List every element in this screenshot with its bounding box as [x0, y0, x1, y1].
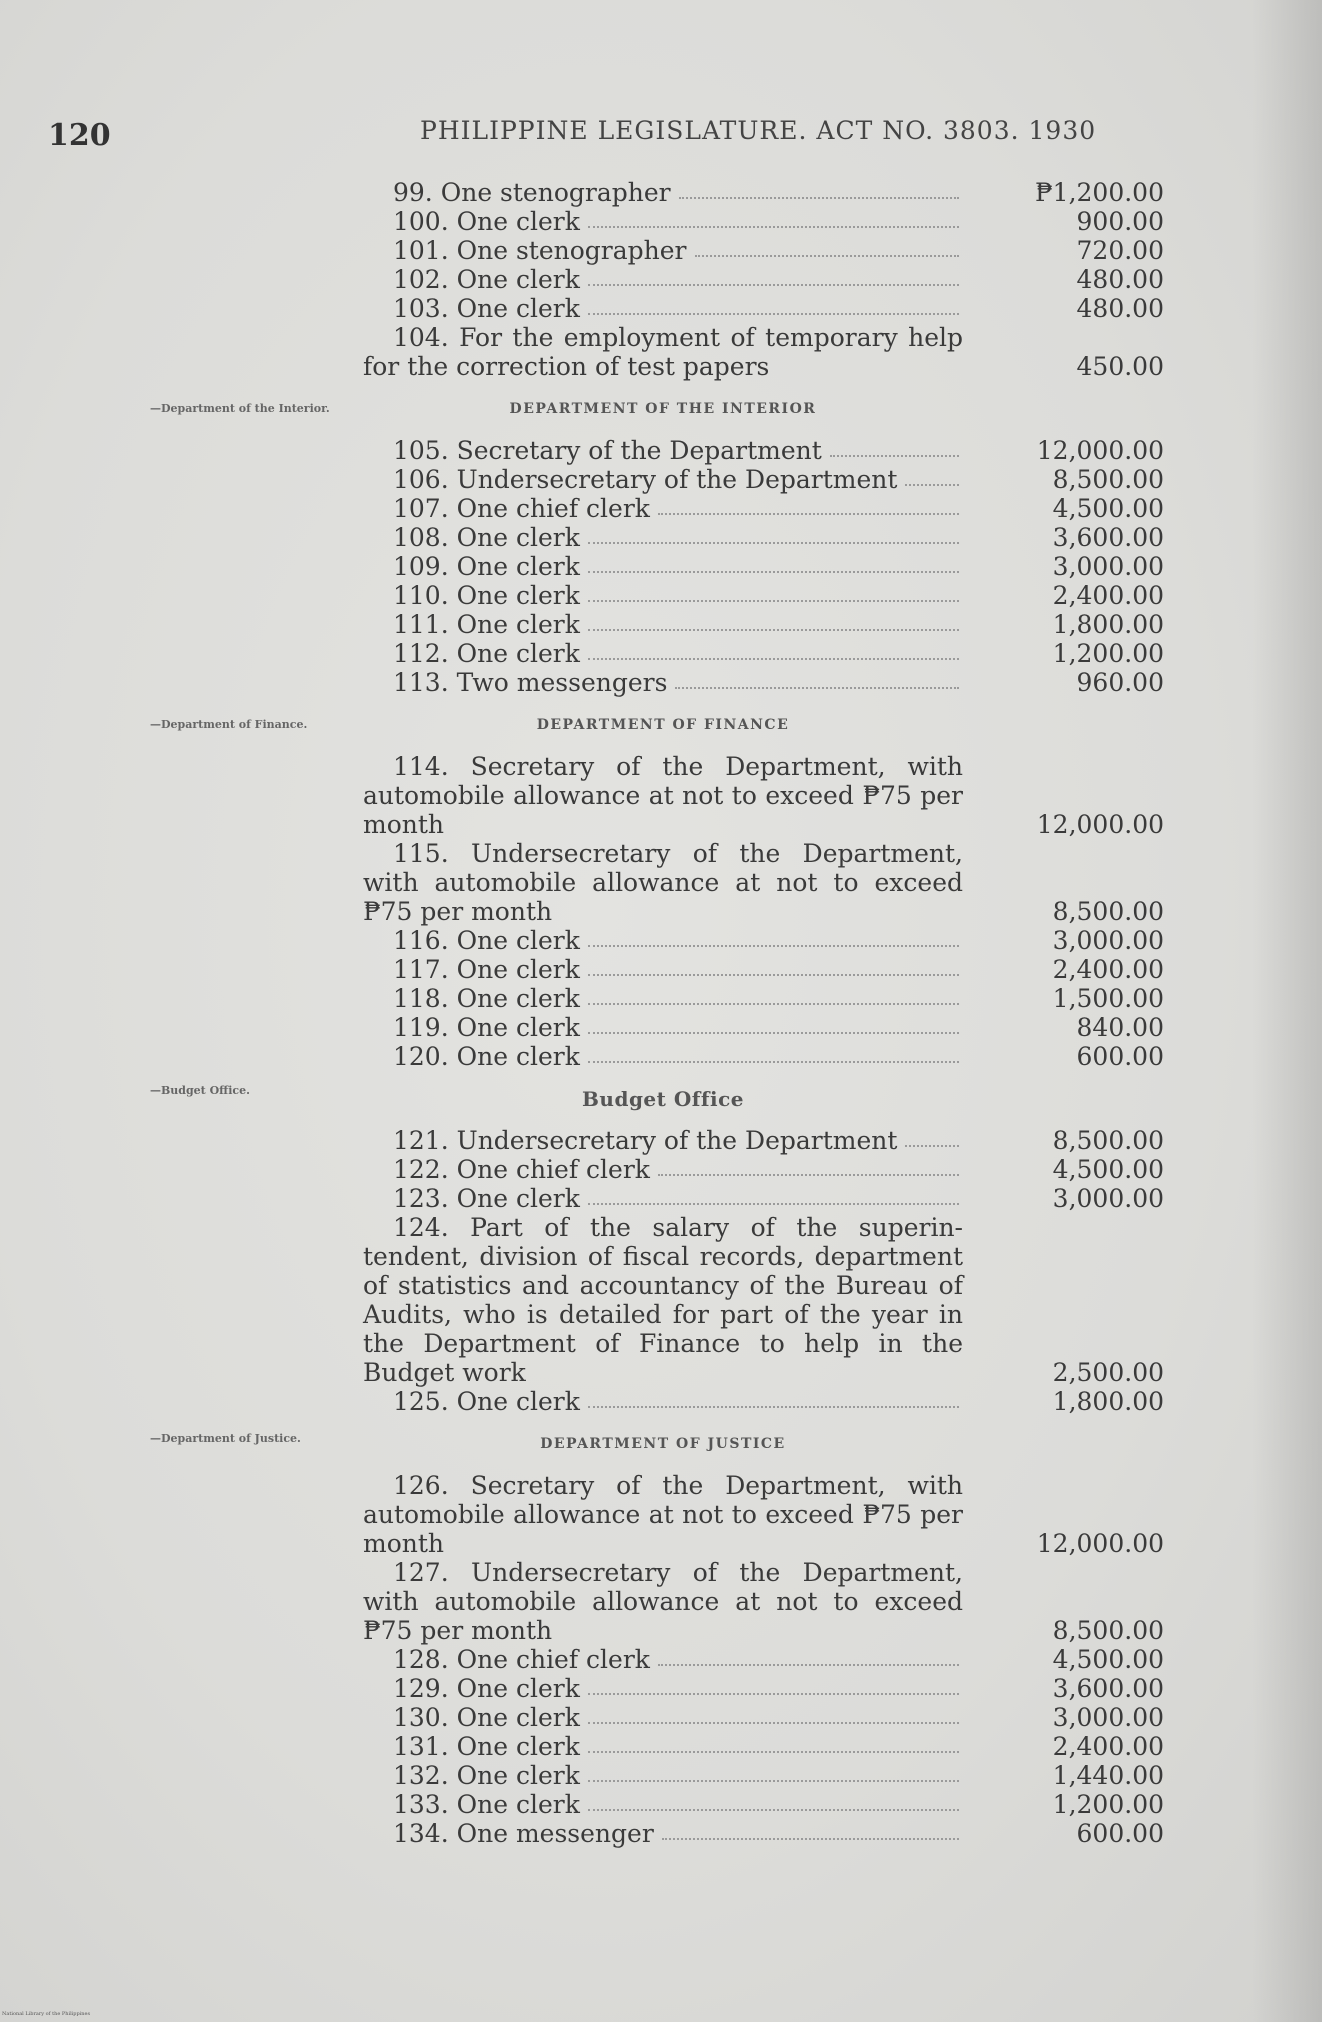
item-number: 133.	[393, 1790, 449, 1819]
item-number: 124.	[393, 1213, 449, 1242]
list-item-paragraph	[363, 1558, 1168, 1645]
item-text-first: Secretary of the Department, with	[470, 752, 963, 781]
item-text: One clerk	[456, 1674, 580, 1703]
item-number: 116.	[393, 926, 449, 955]
dot-leader	[658, 1174, 959, 1176]
page-edge-shadow	[1252, 0, 1322, 2022]
item-text: One clerk	[456, 581, 580, 610]
page-number: 120	[48, 118, 111, 153]
section-interior	[363, 395, 1168, 697]
list-item	[363, 1645, 1168, 1674]
item-text: One stenographer	[440, 178, 671, 207]
item-number: 109.	[393, 552, 449, 581]
list-item	[363, 610, 1168, 639]
list-item	[363, 523, 1168, 552]
dot-leader	[830, 455, 959, 457]
margin-note-interior: —Department of the Interior.	[150, 402, 330, 415]
item-text: One chief clerk	[456, 1155, 650, 1184]
item-amount: 840.00	[1076, 1013, 1164, 1042]
item-text: One clerk	[456, 610, 580, 639]
item-text: One clerk	[456, 1703, 580, 1732]
item-text: One clerk	[456, 639, 580, 668]
item-amount: 2,400.00	[1052, 581, 1164, 610]
item-amount: 600.00	[1076, 1819, 1164, 1848]
dot-leader	[588, 313, 959, 315]
dot-leader	[695, 255, 960, 257]
list-item	[363, 668, 1168, 697]
item-number: 125.	[393, 1387, 449, 1416]
dot-leader	[588, 1061, 959, 1063]
item-number: 112.	[393, 639, 449, 668]
dot-leader	[588, 1809, 959, 1811]
list-item	[363, 436, 1168, 465]
item-amount: 480.00	[1076, 294, 1164, 323]
list-item-paragraph	[363, 1471, 1168, 1558]
section-justice	[363, 1430, 1168, 1848]
item-number: 106.	[393, 465, 449, 494]
item-number: 126.	[393, 1471, 449, 1500]
item-number: 104.	[393, 323, 449, 352]
item-number: 120.	[393, 1042, 449, 1071]
item-amount: 12,000.00	[1036, 810, 1164, 839]
item-text: One clerk	[456, 552, 580, 581]
item-number: 113.	[393, 668, 449, 697]
item-text: One clerk	[456, 523, 580, 552]
section-heading: DEPARTMENT OF THE INTERIOR	[509, 401, 817, 417]
item-amount: 1,200.00	[1052, 639, 1164, 668]
item-number: 122.	[393, 1155, 449, 1184]
list-item	[363, 294, 1168, 323]
list-item-paragraph	[363, 323, 1168, 381]
item-text: One messenger	[456, 1819, 654, 1848]
item-number: 100.	[393, 207, 449, 236]
list-item	[363, 926, 1168, 955]
item-text-rest: automobile allowance at not to exceed ₱75 per month	[363, 1500, 963, 1558]
list-item-paragraph	[363, 752, 1168, 839]
item-amount: ₱1,200.00	[1035, 178, 1164, 207]
item-number: 118.	[393, 984, 449, 1013]
section-heading: DEPARTMENT OF FINANCE	[536, 717, 790, 733]
list-item	[363, 465, 1168, 494]
list-item	[363, 639, 1168, 668]
item-amount: 2,500.00	[1052, 1358, 1164, 1387]
list-item	[363, 494, 1168, 523]
list-item	[363, 1732, 1168, 1761]
item-amount: 960.00	[1076, 668, 1164, 697]
item-amount: 1,800.00	[1052, 610, 1164, 639]
list-item	[363, 1126, 1168, 1155]
list-item-paragraph	[363, 1213, 1168, 1387]
item-amount: 1,200.00	[1052, 1790, 1164, 1819]
item-amount: 600.00	[1076, 1042, 1164, 1071]
dot-leader	[658, 513, 959, 515]
section-heading: DEPARTMENT OF JUSTICE	[540, 1436, 786, 1452]
list-item	[363, 1184, 1168, 1213]
item-text: Two messengers	[456, 668, 668, 697]
item-number: 114.	[393, 752, 449, 781]
item-text-first: Undersecretary of the Department,	[471, 839, 963, 868]
item-amount: 450.00	[1076, 352, 1164, 381]
dot-leader	[588, 226, 959, 228]
item-amount: 3,000.00	[1052, 1184, 1164, 1213]
item-amount: 1,440.00	[1052, 1761, 1164, 1790]
item-number: 134.	[393, 1819, 449, 1848]
list-item	[363, 1761, 1168, 1790]
item-amount: 2,400.00	[1052, 1732, 1164, 1761]
item-number: 110.	[393, 581, 449, 610]
list-item	[363, 984, 1168, 1013]
running-head: PHILIPPINE LEGISLATURE. ACT NO. 3803. 1930	[420, 116, 1097, 145]
item-text: One stenographer	[456, 236, 687, 265]
item-amount: 3,600.00	[1052, 523, 1164, 552]
item-text: One clerk	[456, 1761, 580, 1790]
appropriation-list	[363, 178, 1168, 1848]
list-item	[363, 1013, 1168, 1042]
dot-leader	[662, 1838, 959, 1840]
list-item	[363, 552, 1168, 581]
item-number: 121.	[393, 1126, 449, 1155]
item-amount: 4,500.00	[1052, 1155, 1164, 1184]
dot-leader	[588, 1406, 959, 1408]
item-number: 103.	[393, 294, 449, 323]
dot-leader	[658, 1664, 959, 1666]
dot-leader	[588, 1751, 959, 1753]
list-item	[363, 1703, 1168, 1732]
margin-note-finance: —Department of Finance.	[150, 718, 308, 731]
list-item	[363, 1042, 1168, 1071]
item-amount: 8,500.00	[1052, 1126, 1164, 1155]
item-text-rest: automobile allowance at not to exceed ₱75 per month	[363, 781, 963, 839]
item-number: 117.	[393, 955, 449, 984]
item-text: One clerk	[456, 926, 580, 955]
item-text-first: Undersecretary of the Department,	[471, 1558, 963, 1587]
dot-leader	[905, 484, 959, 486]
item-amount: 3,000.00	[1052, 926, 1164, 955]
dot-leader	[588, 945, 959, 947]
section-finance	[363, 711, 1168, 1071]
section-continued	[363, 178, 1168, 381]
item-number: 127.	[393, 1558, 449, 1587]
item-number: 129.	[393, 1674, 449, 1703]
dot-leader	[588, 600, 959, 602]
item-number: 101.	[393, 236, 449, 265]
item-amount: 720.00	[1076, 236, 1164, 265]
dot-leader	[905, 1145, 959, 1147]
dot-leader	[588, 1780, 959, 1782]
item-amount: 8,500.00	[1052, 897, 1164, 926]
item-number: 131.	[393, 1732, 449, 1761]
item-amount: 3,600.00	[1052, 1674, 1164, 1703]
item-number: 119.	[393, 1013, 449, 1042]
item-amount: 2,400.00	[1052, 955, 1164, 984]
item-amount: 3,000.00	[1052, 1703, 1164, 1732]
list-item	[363, 265, 1168, 294]
list-item-paragraph	[363, 839, 1168, 926]
item-text-first: For the employment of temporary	[459, 323, 898, 352]
item-text-rest: with automobile allowance at not to exceed ₱75 per month	[363, 868, 963, 926]
item-text: One chief clerk	[456, 1645, 650, 1674]
list-item	[363, 1790, 1168, 1819]
item-amount: 12,000.00	[1036, 1529, 1164, 1558]
dot-leader	[588, 1003, 959, 1005]
item-amount: 480.00	[1076, 265, 1164, 294]
dot-leader	[588, 658, 959, 660]
dot-leader	[588, 1032, 959, 1034]
dot-leader	[588, 571, 959, 573]
list-item	[363, 207, 1168, 236]
item-text: One clerk	[456, 1042, 580, 1071]
dot-leader	[588, 1203, 959, 1205]
item-amount: 8,500.00	[1052, 1616, 1164, 1645]
item-text: One clerk	[456, 294, 580, 323]
dot-leader	[588, 1722, 959, 1724]
item-text: Undersecretary of the Department	[456, 1126, 898, 1155]
item-number: 102.	[393, 265, 449, 294]
item-text-first: Part of the salary of the superin-	[470, 1213, 963, 1242]
item-amount: 900.00	[1076, 207, 1164, 236]
item-amount: 4,500.00	[1052, 1645, 1164, 1674]
item-text-rest: tendent, division of fiscal records, department of statistics and accountancy of the Bureau of Audits, who is detailed for part of the year in the Department of Finance to help in the Budget work	[363, 1242, 963, 1387]
list-item	[363, 1674, 1168, 1703]
item-text: One chief clerk	[456, 494, 650, 523]
item-number: 130.	[393, 1703, 449, 1732]
dot-leader	[679, 197, 959, 199]
item-number: 123.	[393, 1184, 449, 1213]
item-text-first: Secretary of the Department, with	[470, 1471, 963, 1500]
section-heading: Budget Office	[582, 1087, 744, 1111]
list-item	[363, 178, 1168, 207]
list-item	[363, 236, 1168, 265]
item-number: 128.	[393, 1645, 449, 1674]
list-item	[363, 1387, 1168, 1416]
item-text: One clerk	[456, 955, 580, 984]
item-amount: 3,000.00	[1052, 552, 1164, 581]
item-amount: 12,000.00	[1036, 436, 1164, 465]
item-text: One clerk	[456, 984, 580, 1013]
item-text: One clerk	[456, 1790, 580, 1819]
dot-leader	[588, 1693, 959, 1695]
dot-leader	[588, 974, 959, 976]
item-text: One clerk	[456, 1387, 580, 1416]
margin-note-justice: —Department of Justice.	[150, 1432, 301, 1445]
list-item	[363, 581, 1168, 610]
section-budget-office	[363, 1085, 1168, 1416]
margin-note-budget: —Budget Office.	[150, 1084, 250, 1097]
item-number: 108.	[393, 523, 449, 552]
dot-leader	[675, 687, 959, 689]
item-amount: 8,500.00	[1052, 465, 1164, 494]
item-text: One clerk	[456, 265, 580, 294]
item-number: 107.	[393, 494, 449, 523]
dot-leader	[588, 542, 959, 544]
item-text: Undersecretary of the Department	[456, 465, 898, 494]
item-text: One clerk	[456, 1184, 580, 1213]
dot-leader	[588, 284, 959, 286]
item-number: 99.	[393, 178, 433, 207]
item-amount: 1,800.00	[1052, 1387, 1164, 1416]
scan-credit: National Library of the Philippines	[2, 2011, 91, 2017]
list-item	[363, 1819, 1168, 1848]
item-number: 132.	[393, 1761, 449, 1790]
item-text-rest: help for the correction of test papers	[363, 323, 963, 381]
list-item	[363, 955, 1168, 984]
list-item	[363, 1155, 1168, 1184]
dot-leader	[588, 629, 959, 631]
item-amount: 4,500.00	[1052, 494, 1164, 523]
item-amount: 1,500.00	[1052, 984, 1164, 1013]
item-text: Secretary of the Department	[456, 436, 822, 465]
item-number: 105.	[393, 436, 449, 465]
item-text: One clerk	[456, 1013, 580, 1042]
item-text: One clerk	[456, 207, 580, 236]
item-number: 115.	[393, 839, 449, 868]
item-text: One clerk	[456, 1732, 580, 1761]
item-number: 111.	[393, 610, 449, 639]
item-text-rest: with automobile allowance at not to exceed ₱75 per month	[363, 1587, 963, 1645]
